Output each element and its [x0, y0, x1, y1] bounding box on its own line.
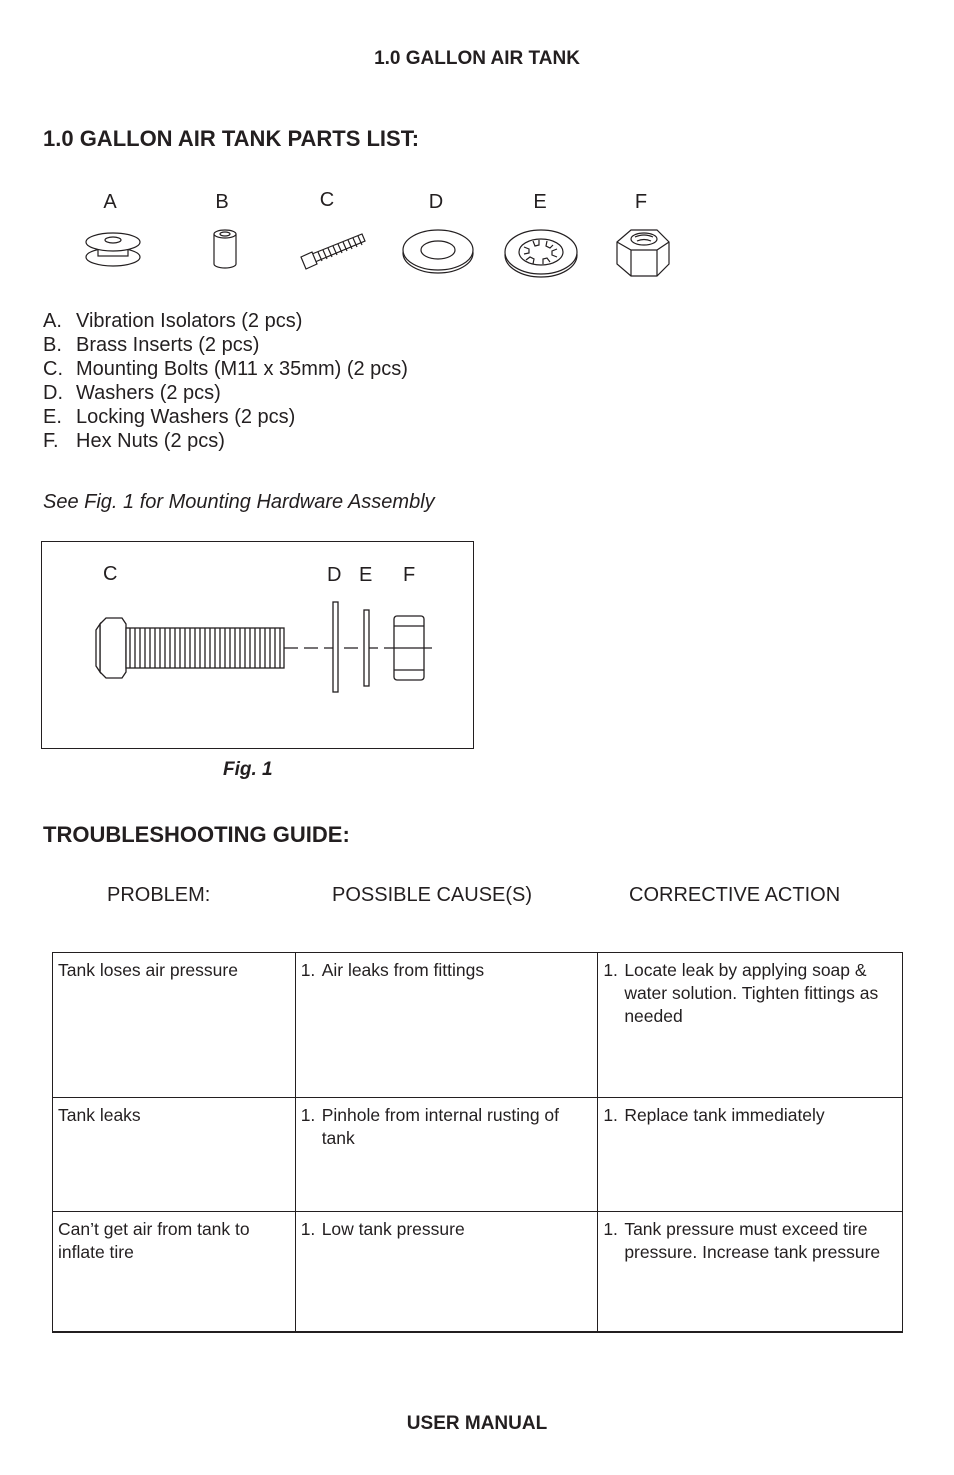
problem-cell: Tank loses air pressure	[53, 953, 296, 1098]
part-letter-d: D	[428, 191, 444, 213]
vibration-isolator-icon	[84, 224, 142, 274]
list-item-letter: B.	[43, 334, 62, 356]
column-header-action: CORRECTIVE ACTION	[629, 884, 841, 906]
mounting-bolt-icon	[298, 224, 368, 274]
cause-text: Low tank pressure	[321, 1219, 465, 1239]
page-header: 1.0 GALLON AIR TANK	[374, 48, 580, 69]
troubleshooting-title: TROUBLESHOOTING GUIDE:	[43, 822, 350, 847]
fig-label-e: E	[359, 564, 373, 586]
part-letter-b: B	[215, 191, 229, 213]
column-header-problem: PROBLEM:	[107, 884, 211, 906]
part-letter-a: A	[103, 191, 117, 213]
action-cell	[598, 953, 903, 1098]
list-item-text: Locking Washers (2 pcs)	[76, 406, 296, 428]
cause-cell	[295, 953, 598, 1098]
fig-label-d: D	[327, 564, 342, 586]
hex-nut-icon	[613, 224, 673, 282]
action-text: Locate leak by applying soap & water solution. Tighten fittings as needed	[624, 960, 879, 1026]
problem-cell: Can’t get air from tank to inflate tire	[53, 1212, 296, 1333]
list-item	[43, 405, 408, 429]
see-fig-note: See Fig. 1 for Mounting Hardware Assembly	[43, 491, 435, 513]
list-item-letter: E.	[43, 406, 62, 428]
cause-text: Pinhole from internal rusting of tank	[321, 1105, 560, 1148]
list-item-letter: D.	[43, 382, 63, 404]
column-header-cause: POSSIBLE CAUSE(S)	[332, 884, 533, 906]
cause-text: Air leaks from fittings	[321, 960, 485, 980]
list-item-text: Mounting Bolts (M11 x 35mm) (2 pcs)	[76, 358, 408, 380]
list-item	[43, 333, 408, 357]
fig-label-c: C	[103, 563, 118, 585]
brass-insert-icon	[210, 224, 240, 274]
list-item	[43, 357, 408, 381]
list-item	[43, 309, 408, 333]
figure-1-box	[41, 541, 474, 749]
list-item-text: Washers (2 pcs)	[76, 382, 221, 404]
part-letter-f: F	[634, 191, 648, 213]
parts-list-title: 1.0 GALLON AIR TANK PARTS LIST:	[43, 126, 420, 151]
action-number: 1.	[603, 960, 618, 980]
cause-cell	[295, 1098, 598, 1212]
cause-number: 1.	[300, 1219, 316, 1239]
action-cell	[598, 1098, 903, 1212]
action-text: Replace tank immediately	[624, 1105, 825, 1125]
part-letter-c: C	[319, 189, 335, 211]
washer-icon	[400, 224, 476, 276]
list-item-letter: F.	[43, 430, 59, 452]
action-text: Tank pressure must exceed tire pressure. Increase tank pressure	[624, 1219, 881, 1262]
table-row	[53, 1212, 903, 1333]
problem-cell: Tank leaks	[53, 1098, 296, 1212]
cause-cell	[295, 1212, 598, 1333]
action-number: 1.	[603, 1105, 618, 1125]
list-item-text: Vibration Isolators (2 pcs)	[76, 310, 303, 332]
list-item-text: Hex Nuts (2 pcs)	[76, 430, 225, 452]
list-item-letter: C.	[43, 358, 63, 380]
locking-washer-icon	[503, 224, 579, 280]
part-letter-e: E	[533, 191, 547, 213]
page-footer: USER MANUAL	[406, 1413, 548, 1434]
fig-label-f: F	[403, 564, 416, 586]
list-item-text: Brass Inserts (2 pcs)	[76, 334, 260, 356]
cause-number: 1.	[300, 960, 316, 980]
troubleshooting-table	[52, 952, 903, 1333]
mounting-assembly-drawing	[92, 600, 432, 696]
list-item	[43, 381, 408, 405]
figure-caption: Fig. 1	[223, 759, 273, 780]
list-item-letter: A.	[43, 310, 62, 332]
parts-list	[43, 309, 408, 453]
cause-number: 1.	[300, 1105, 316, 1125]
list-item	[43, 429, 408, 453]
table-row	[53, 1098, 903, 1212]
action-cell	[598, 1212, 903, 1333]
table-row	[53, 953, 903, 1098]
action-number: 1.	[603, 1219, 618, 1239]
